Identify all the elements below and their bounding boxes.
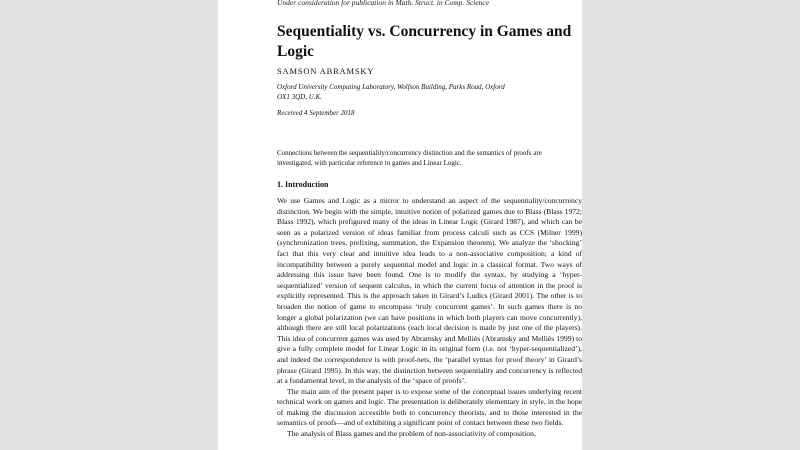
author-name: SAMSON ABRAMSKY	[277, 66, 375, 76]
paper-page	[218, 0, 582, 450]
right-margin	[582, 0, 800, 450]
journal-note: Under consideration for publication in Math. Struct. in Comp. Science	[277, 0, 490, 7]
abstract: Connections between the sequentiality/concurrency distinction and the semantics of proofs are investigated, with particular reference to games and Linear Logic.	[277, 149, 542, 167]
section-heading: 1. Introduction	[277, 180, 329, 189]
body-text	[277, 196, 582, 440]
paragraph: The main aim of the present paper is to expose some of the conceptual issues underlying recent technical work on games and logic. The presentation is deliberately elementary in style, in the hope of making the discussion accessible both to concurrency theorists, and to those interested in the semantics of proofs—and of exhibiting a significant point of contact between these two fields.	[277, 386, 582, 428]
paper-title: Sequentiality vs. Concurrency in Games and Logic	[277, 23, 572, 60]
received-date: Received 4 September 2018	[277, 109, 355, 117]
left-margin	[0, 0, 218, 450]
paragraph: We use Games and Logic as a mirror to understand an aspect of the sequentiality/concurrency distinction. We begin with the simple, intuitive notion of polarized games due to Blass (Blass 1972; Blass 1992), which prefigured many of the ideas in Linear Logic (Girard 1987), and which can be seen as a polarized version of ideas familiar from process calculi such as CCS (Milner 1999) (synchronization trees, prefixing, summation, the Expansion theorem). We analyze the ‘shocking’ fact that this very clear and intuitive idea leads to a non-associative composition; a kind of incompatibility between a purely sequential model and logic in a classical format. Two ways of addressing this issue have been found. One is to modify the syntax, by studying a ‘hyper-sequentialized’ version of sequent calculus, in which the current focus of attention in the proof is explicitly represented. This is the approach taken in Girard’s Ludics (Girard 2001). The other is to broaden the notion of game to encompass ‘truly concurrent games’. In such games there is no longer a global polarization (we can have positions in which both players can move concurrently), although there are still local polarizations (each local decision is made by just one of the players). This idea of concurrent games was used by Abramsky and Melliès (Abramsky and Melliès 1999) to give a fully complete model for Linear Logic in its original form (i.e. not ‘hyper-sequentialized’), and indeed the correspondence is with proof-nets, the ‘parallel syntax for proof theory’ in Girard’s phrase (Girard 1995). In this way, the distinction between sequentiality and concurrency is reflected at a fundamental level, in the analysis of the ‘space of proofs’.	[277, 196, 582, 386]
paragraph: The analysis of Blass games and the problem of non-associativity of composition,	[287, 429, 536, 439]
author-affiliation: Oxford University Computing Laboratory, Wolfson Building, Parks Road, Oxford OX1 3QD, U.K.	[277, 83, 505, 101]
